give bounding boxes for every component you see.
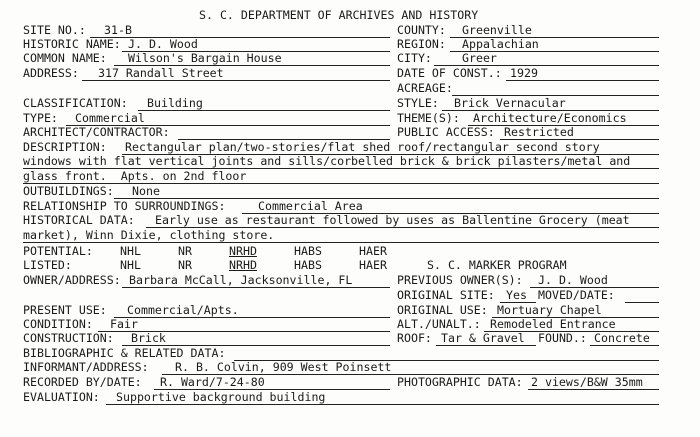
themes-value: Architecture/Economics	[473, 111, 627, 125]
potential-nrhd: NRHD	[229, 244, 257, 258]
potential-habs: HABS	[294, 244, 322, 258]
public-access-label: PUBLIC ACCESS:	[397, 125, 495, 139]
recorded-by-label: RECORDED BY/DATE:	[23, 375, 142, 389]
date-const-value: 1929	[510, 66, 538, 80]
site-no-value: 31-B	[104, 23, 132, 37]
address-label: ADDRESS:	[23, 66, 79, 80]
themes-label: THEME(S):	[397, 111, 460, 125]
potential-nr: NR	[178, 244, 192, 258]
original-use-value: Mortuary Chapel	[497, 303, 602, 317]
photographic-data-label: PHOTOGRAPHIC DATA:	[397, 375, 523, 389]
listed-label: LISTED:	[23, 258, 72, 272]
foundation-line	[590, 345, 659, 346]
photographic-data-line	[528, 389, 659, 390]
original-site-value: Yes	[506, 288, 527, 302]
type-label: TYPE:	[23, 111, 58, 125]
city-label: CITY:	[397, 51, 432, 65]
photographic-data-value: 2 views/B&W 35mm	[531, 375, 643, 389]
owner-value: Barbara McCall, Jacksonville, FL	[129, 273, 353, 287]
relationship-value: Commercial Area	[258, 199, 363, 213]
classification-value: Building	[147, 96, 203, 110]
listed-haer: HAER	[359, 258, 387, 272]
construction-label: CONSTRUCTION:	[23, 331, 114, 345]
marker-program-heading: S. C. MARKER PROGRAM	[427, 258, 567, 272]
county-label: COUNTY:	[397, 23, 446, 37]
description-line-3: glass front. Apts. on 2nd floor	[23, 169, 247, 183]
form-title: S. C. DEPARTMENT OF ARCHIVES AND HISTORY	[199, 8, 479, 22]
alterations-label: ALT./UNALT.:	[397, 317, 481, 331]
previous-owners-label: PREVIOUS OWNER(S):	[397, 273, 523, 287]
roof-value: Tar & Gravel	[441, 331, 525, 345]
evaluation-line	[106, 404, 659, 405]
county-value: Greenville	[462, 23, 532, 37]
outbuildings-value: None	[132, 184, 160, 198]
evaluation-label: EVALUATION:	[23, 390, 100, 404]
outbuildings-label: OUTBUILDINGS:	[23, 184, 114, 198]
informant-label: INFORMANT/ADDRESS:	[23, 360, 149, 374]
site-no-label: SITE NO.:	[23, 23, 86, 37]
construction-value: Brick	[131, 331, 166, 345]
historic-name-value: J. D. Wood	[128, 37, 198, 51]
description-underline-3	[23, 183, 659, 184]
city-value: Greer	[462, 51, 497, 65]
condition-label: CONDITION:	[23, 317, 93, 331]
listed-habs: HABS	[294, 258, 322, 272]
condition-value: Fair	[110, 317, 138, 331]
common-name-value: Wilson's Bargain House	[128, 51, 282, 65]
listed-nrhd: NRHD	[229, 258, 257, 272]
type-value: Commercial	[75, 111, 145, 125]
classification-label: CLASSIFICATION:	[23, 96, 128, 110]
roof-line	[436, 345, 536, 346]
historic-name-label: HISTORIC NAME:	[23, 37, 121, 51]
listed-nhl: NHL	[120, 258, 141, 272]
original-use-label: ORIGINAL USE:	[397, 303, 488, 317]
present-use-line	[114, 317, 390, 318]
description-line-2: windows with flat vertical joints and sills/corbelled brick & brick pilasters/metal and	[23, 154, 631, 168]
owner-label: OWNER/ADDRESS:	[23, 273, 121, 287]
potential-label: POTENTIAL:	[23, 244, 93, 258]
historical-data-line-2: market), Winn Dixie, clothing store.	[23, 228, 275, 242]
classification-line	[138, 110, 390, 111]
original-site-label: ORIGINAL SITE:	[397, 288, 495, 302]
common-name-label: COMMON NAME:	[23, 51, 107, 65]
relationship-label: RELATIONSHIP TO SURROUNDINGS:	[23, 199, 226, 213]
public-access-value: Restricted	[504, 125, 574, 139]
region-label: REGION:	[397, 37, 446, 51]
date-const-label: DATE OF CONST.:	[397, 66, 502, 80]
moved-date-line	[625, 302, 659, 303]
potential-haer: HAER	[359, 244, 387, 258]
description-label: DESCRIPTION:	[23, 140, 107, 154]
foundation-label: FOUND.:	[538, 331, 587, 345]
historical-data-underline-2	[23, 242, 659, 243]
owner-line	[122, 287, 390, 288]
style-value: Brick Vernacular	[454, 96, 566, 110]
listed-nr: NR	[178, 258, 192, 272]
present-use-value: Commercial/Apts.	[127, 303, 239, 317]
moved-date-label: MOVED/DATE:	[538, 288, 615, 302]
style-label: STYLE:	[397, 96, 439, 110]
address-value: 317 Randall Street	[98, 66, 224, 80]
historical-data-line-1: Early use as restaurant followed by uses as Ballentine Grocery (meat	[155, 213, 630, 227]
recorded-by-value: R. Ward/7-24-80	[160, 375, 265, 389]
evaluation-value: Supportive background building	[116, 390, 326, 404]
previous-owners-value: J. D. Wood	[538, 273, 608, 287]
alterations-value: Remodeled Entrance	[490, 317, 616, 331]
informant-value: R. B. Colvin, 909 West Poinsett	[175, 360, 392, 374]
region-value: Appalachian	[462, 37, 539, 51]
present-use-label: PRESENT USE:	[23, 303, 107, 317]
address-line	[82, 80, 390, 81]
bibliographic-label: BIBLIOGRAPHIC & RELATED DATA:	[23, 346, 226, 360]
acreage-label: ACREAGE:	[397, 81, 453, 95]
historical-data-label: HISTORICAL DATA:	[23, 213, 135, 227]
description-line-1: Rectangular plan/two-stories/flat shed roof/rectangular second story	[125, 140, 600, 154]
foundation-value: Concrete	[594, 331, 650, 345]
date-const-line	[506, 80, 659, 81]
architect-label: ARCHITECT/CONTRACTOR:	[23, 125, 170, 139]
potential-nhl: NHL	[120, 244, 141, 258]
roof-label: ROOF:	[397, 331, 432, 345]
